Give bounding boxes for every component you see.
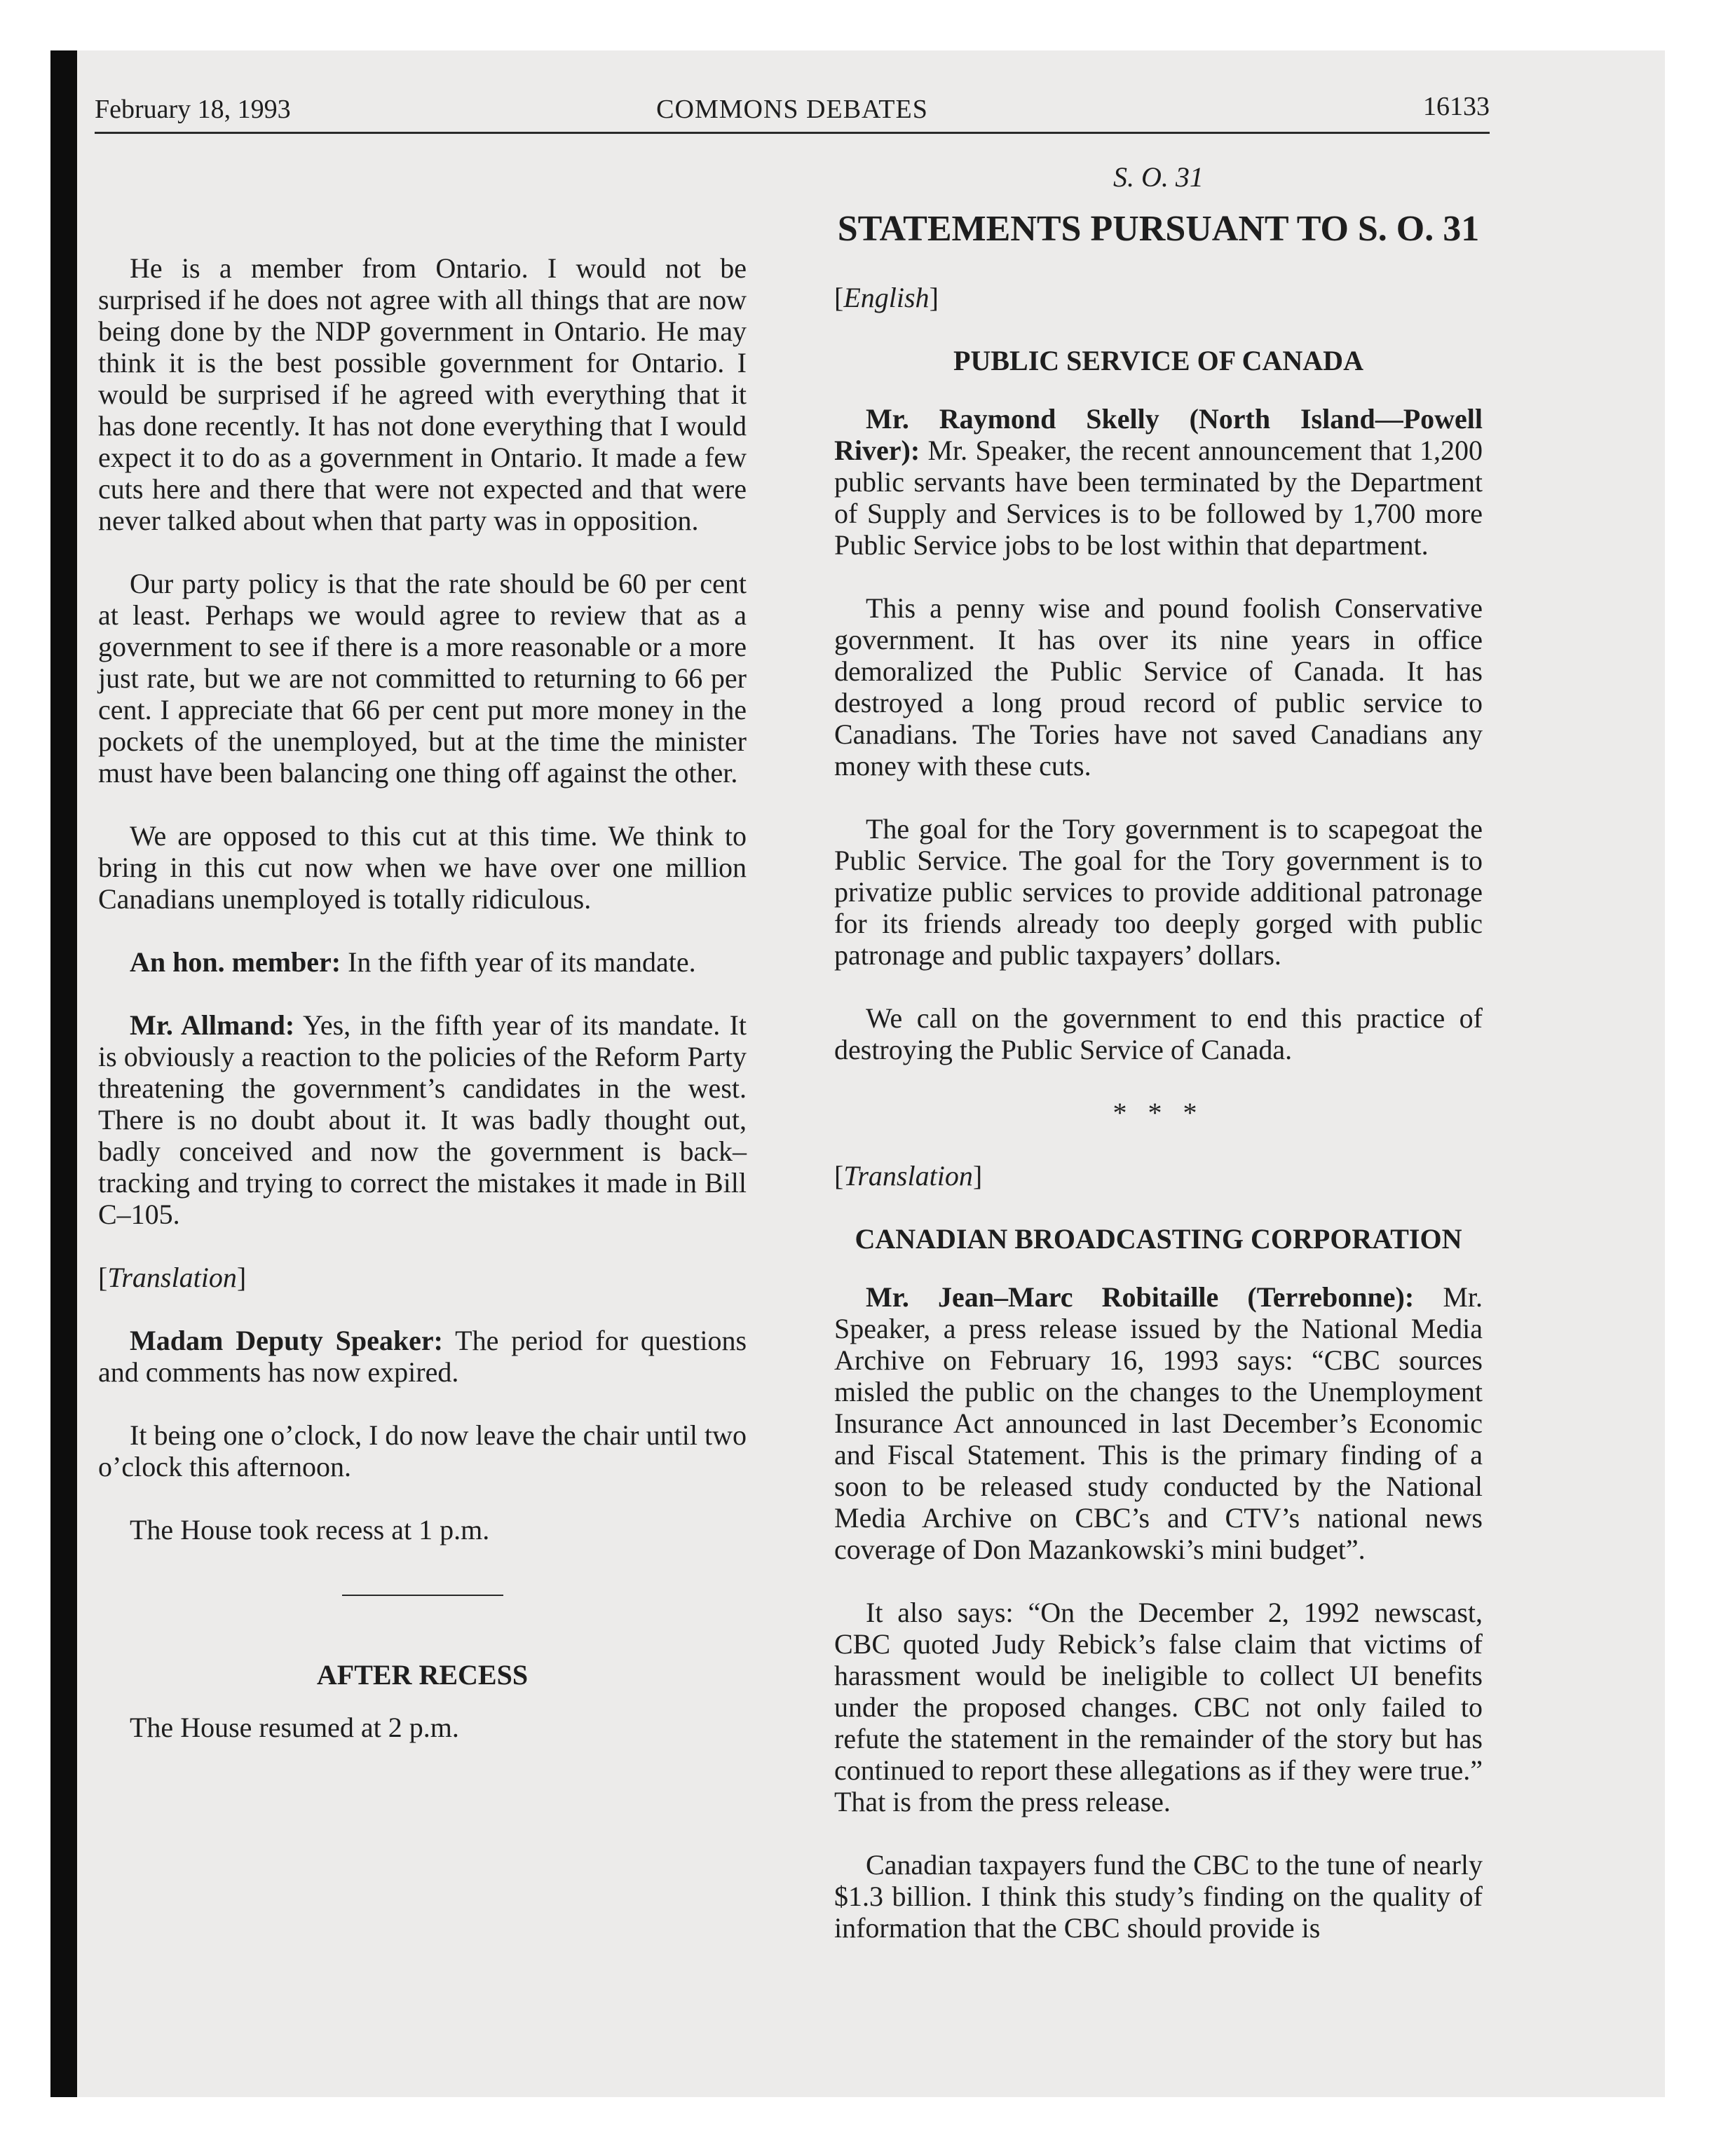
speech-paragraph [834, 403, 1483, 561]
speech-text: The period for questions and comments has now expired. [98, 1325, 747, 1388]
header-date: February 18, 1993 [95, 95, 291, 124]
section-rule [342, 1595, 503, 1596]
standing-order-label: S. O. 31 [1113, 161, 1204, 193]
speech-text: In the fifth year of its mandate. [341, 946, 696, 978]
speech-paragraph [98, 1009, 747, 1230]
paragraph: Our party policy is that the rate should be 60 per cent at least. Perhaps we would agree to review that as a government to see if there is a more reasonable or a more just rate, but we are not committed to returning to 66 per cent. I appreciate that 66 per cent put more money in the pockets of the unemployed, but at the time the minister must have been balancing one thing off against the other. [98, 568, 747, 789]
language-label: Translation [843, 1160, 973, 1192]
paragraph: The goal for the Tory government is to scapegoat the Public Service. The goal for the Tory government is to privatize public services to provide additional patronage for its friends already too deeply gorged with public patronage and public taxpayers’ dollars. [834, 813, 1483, 971]
speaker-name: Mr. Raymond Skelly (North Island—Powell River): [834, 403, 1483, 466]
right-column [834, 161, 1483, 1975]
paragraph: He is a member from Ontario. I would not be surprised if he does not agree with all things that are now being done by the NDP government in Ontario. He may think it is the best possible government for Ontario. I would be surprised if he agreed with everything that it has done recently. It has not done everything that I would expect it to do as a government in Ontario. It made a few cuts here and there that were not expected and that were never talked about when that party was in opposition. [98, 252, 747, 536]
speaker-name: Mr. Allmand: [130, 1009, 295, 1041]
speech-paragraph [98, 946, 747, 978]
paragraph: We call on the government to end this practice of destroying the Public Service of Canada. [834, 1002, 1483, 1065]
speech-text: Mr. Speaker, the recent announcement that 1,200 public servants have been terminated by the Department of Supply and Services is to be followed by 1,700 more Public Service jobs to be lost within that department. [834, 435, 1483, 561]
language-label: English [843, 282, 930, 313]
paragraph: It also says: “On the December 2, 1992 newscast, CBC quoted Judy Rebick’s false claim that victims of harassment would be ineligible to collect UI benefits under the proposed changes. CBC not only failed to refute the statement in the remainder of the story but has continued to report these allegations as if they were true.” That is from the press release. [834, 1597, 1483, 1817]
speech-paragraph [834, 1281, 1483, 1565]
after-recess-heading: AFTER RECESS [316, 1659, 529, 1691]
scan-border [50, 50, 77, 2097]
section-heading: PUBLIC SERVICE OF CANADA [953, 345, 1363, 376]
language-marker: [Translation] [98, 1262, 247, 1293]
speaker-name: Mr. Jean–Marc Robitaille (Terrebonne): [866, 1281, 1415, 1313]
left-column [98, 252, 747, 1775]
paragraph: We are opposed to this cut at this time. We think to bring in this cut now when we have over one million Canadians unemployed is totally ridiculous. [98, 820, 747, 915]
section-separator: * * * [1113, 1097, 1204, 1128]
speaker-name: An hon. member: [130, 946, 341, 978]
speaker-name: Madam Deputy Speaker: [130, 1325, 443, 1356]
speech-paragraph [98, 1325, 747, 1388]
paragraph: It being one o’clock, I do now leave the chair until two o’clock this afternoon. [98, 1419, 747, 1482]
paragraph: The House took recess at 1 p.m. [130, 1514, 490, 1546]
header-page-number: 16133 [1423, 92, 1490, 121]
paragraph: Canadian taxpayers fund the CBC to the tune of nearly $1.3 billion. I think this study’s finding on the quality of information that the CBC should provide is [834, 1849, 1483, 1944]
paragraph: The House resumed at 2 p.m. [130, 1712, 459, 1743]
header-title: COMMONS DEBATES [656, 95, 928, 124]
section-heading: CANADIAN BROADCASTING CORPORATION [855, 1223, 1462, 1255]
speech-text: Yes, in the fifth year of its mandate. It is obviously a reaction to the policies of the Reform Party threatening the government’s candidates in the west. There is no doubt about it. It was badly thought out, badly conceived and now the government is back–tracking and trying to correct the mistakes it made in Bill C–105. [98, 1009, 747, 1230]
main-heading: STATEMENTS PURSUANT TO S. O. 31 [837, 209, 1480, 249]
paragraph: This a penny wise and pound foolish Conservative government. It has over its nine years in office demoralized the Public Service of Canada. It has destroyed a long proud record of public service to Canadians. The Tories have not saved Canadians any money with these cuts. [834, 592, 1483, 782]
language-label: Translation [107, 1262, 237, 1293]
running-head [95, 83, 1490, 134]
language-marker: [English] [834, 282, 939, 313]
language-marker: [Translation] [834, 1160, 983, 1192]
speech-text: Mr. Speaker, a press release issued by the National Media Archive on February 16, 1993 says: “CBC sources misled the public on the changes to the Unemployment Insurance Act announced in last December’s Economic and Fiscal Statement. This is the primary finding of a soon to be released study conducted by the National Media Archive on CBC’s and CTV’s national news coverage of Don Mazankowski’s mini budget”. [834, 1281, 1483, 1565]
